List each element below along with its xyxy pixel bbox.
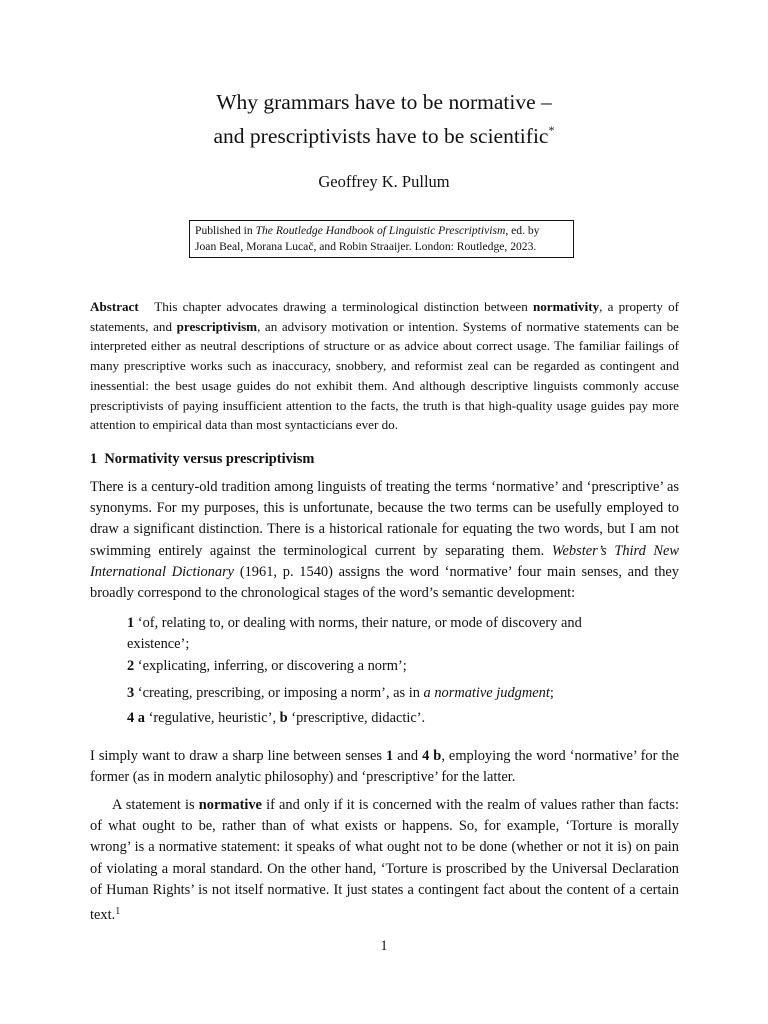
- dictionary-title: Webster’s Third New International Dictionary: [90, 542, 679, 580]
- publication-box: Published in The Routledge Handbook of Linguistic Prescriptivism, ed. by Joan Beal, Morana Lucač, and Robin Straaijer. London: Routledge, 2023.: [189, 220, 574, 258]
- abstract: Abstract This chapter advocates drawing a terminological distinction between normativity, a property of statements, and prescriptivism, an advisory motivation or intention. Systems of normative statements can be interpreted either as neutral descriptions of structure or as advice about correct usage. The familiar failings of many prescriptive works such as inaccuracy, snobbery, and reformist zeal can be regarded as contingent and inessential: the best usage guides do not exhibit them. And although descriptive linguists commonly accuse prescriptivists of paying insufficient attention to the facts, the truth is that high-quality usage guides pay more attention to empirical data than most syntacticians ever do.: [90, 299, 679, 433]
- paragraph-3: A statement is normative if and only if it is concerned with the realm of values rather than facts: of what ought to be, rather than of what exists or happens. So, for example, ‘Torture is morally wrong’ is a normative statement: it speaks of what ought not to be done (whether or not it is) on pain of violating a moral standard. On the other hand, ‘Torture is proscribed by the Universal Declaration of Human Rights’ is not itself normative. It just states a contingent fact about the content of a certain text.$^1$: [90, 797, 679, 924]
- footnote-reference[interactable]: 1: [115, 906, 121, 918]
- paragraph-1: There is a century-old tradition among linguists of treating the terms ‘normative’ and ‘prescriptive’ as synonyms. For my purposes, this is unfortunate, because the two terms can be usefully employed to draw a significant distinction. There is a historical rationale for equating the two words, but I am not swimming entirely against the terminological current by separating them. Webster’s Third New International Dictionary (1961, p. 1540) assigns the word ‘normative’ four main senses, and they broadly correspond to the chronological stages of the word’s semantic development:: [90, 479, 679, 602]
- sense-item-1: 1 ‘of, relating to, or dealing with norms, their nature, or mode of discovery and existence’;: [127, 615, 582, 653]
- author-name: Geoffrey K. Pullum: [318, 172, 450, 191]
- title-footnote-mark[interactable]: *: [548, 123, 555, 137]
- sense-item-4: 4 a ‘regulative, heuristic’, b ‘prescriptive, didactic’.: [127, 710, 426, 726]
- paper-title-line-1: Why grammars have to be normative –: [216, 90, 552, 114]
- abstract-label: Abstract: [90, 299, 139, 314]
- paragraph-2: I simply want to draw a sharp line between senses 1 and 4 b, employing the word ‘normative’ for the former (as in modern analytic philosophy) and ‘prescriptive’ for the latter.: [90, 748, 680, 786]
- book-title: The Routledge Handbook of Linguistic Prescriptivism: [255, 224, 506, 237]
- section-heading: 1 Normativity versus prescriptivism: [90, 451, 315, 467]
- page-number: 1: [380, 938, 388, 954]
- paper-title-line-2: and prescriptivists have to be scientific*: [213, 123, 555, 148]
- sense-item-2: 2 ‘explicating, inferring, or discovering a norm’;: [127, 658, 407, 674]
- sense-item-3: 3 ‘creating, prescribing, or imposing a norm’, as in a normative judgment;: [127, 685, 554, 701]
